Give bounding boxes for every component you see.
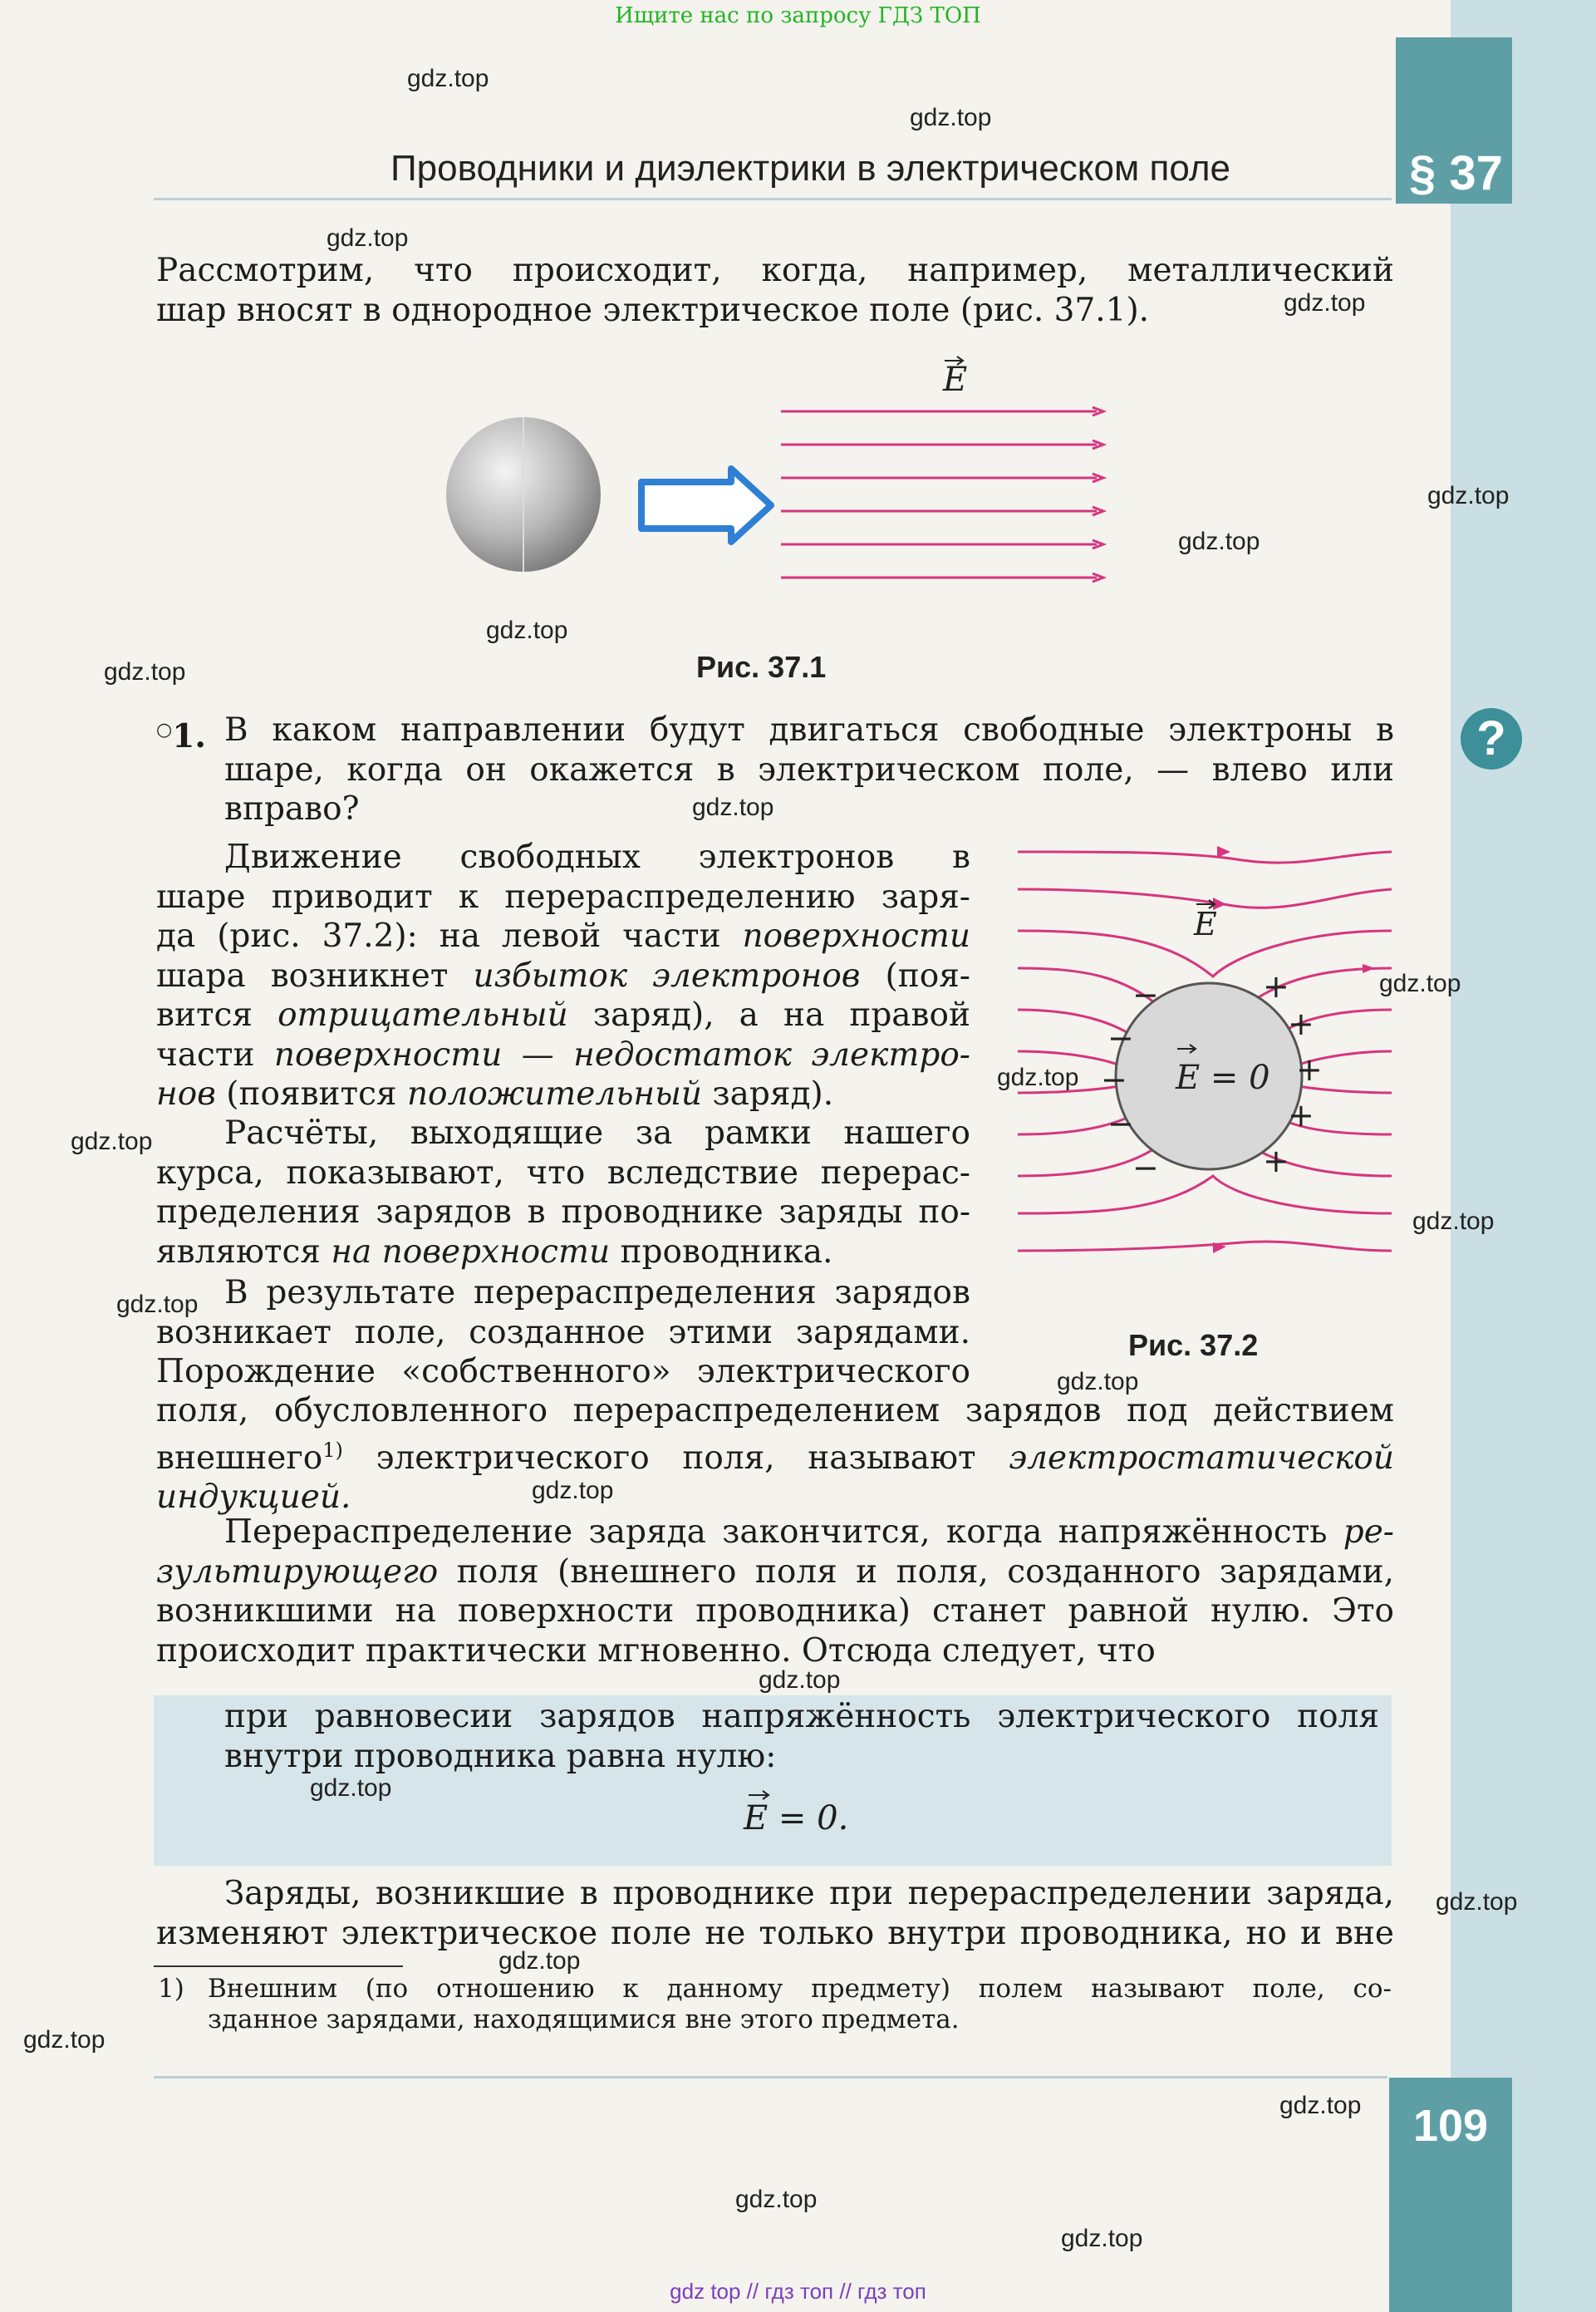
text-line: внутри проводника равна нулю: [224,1737,777,1775]
positive-charge: + [1288,1006,1314,1042]
watermark[interactable]: gdz.top [1436,1888,1518,1916]
text-line [156,917,970,957]
negative-charge: − [1107,1020,1134,1056]
watermark[interactable]: gdz.top [1427,482,1510,509]
figure-37-2 [985,831,1400,1280]
text-line: Рассмотрим, что происходит, когда, например, металлический [156,252,1394,289]
emphasis: отрицательный [277,996,568,1034]
question-level-mark: ○ [156,720,173,740]
text-line: шаре приводит к перераспределению заря- [156,878,970,916]
watermark[interactable]: gdz.top [116,1291,199,1318]
question-icon[interactable]: ? [1461,708,1522,770]
text-line [156,1075,970,1114]
watermark[interactable]: gdz.top [498,1947,581,1975]
text-line [156,1478,1394,1518]
question-number: 1. [172,717,206,755]
text-run: вится [156,996,278,1034]
text-line: происходит практически мгновенно. Отсюда следует, что [156,1631,1156,1670]
text-line: В каком направлении будут двигаться свободные электроны в [224,711,1394,749]
text-run: шара возникнет [156,957,474,995]
field-vector-label [1193,900,1217,942]
figure-37-2-caption: Рис. 37.2 [1128,1328,1259,1362]
text-line: поля, обусловленного перераспределением зарядов под действием [156,1392,1394,1429]
text-run: проводника. [610,1232,833,1271]
arrowhead [1363,964,1375,973]
watermark[interactable]: gdz.top [1057,1368,1139,1395]
right-margin-strip [1451,0,1596,2312]
formula-e-zero [744,1799,848,1837]
field-line [1018,852,1392,863]
figure-37-1-caption: Рис. 37.1 [696,650,827,684]
intro-paragraph [156,251,1394,330]
text-line: шар вносят в однородное электрическое поле (рис. 37.1). [156,291,1150,329]
closing-paragraph [156,1874,1394,1953]
footnote-divider [154,1965,403,1967]
emphasis: поверхности — недостаток электро- [273,1035,970,1074]
arrowhead [1217,846,1230,858]
text-run: части [156,1035,274,1074]
footnote-ref[interactable]: 1) [322,1438,343,1462]
watermark[interactable]: gdz.top [327,224,409,252]
watermark[interactable]: gdz.top [104,658,186,686]
watermark[interactable]: gdz.top [71,1128,153,1155]
positive-charge: + [1263,1143,1289,1179]
text-line [156,957,970,996]
emphasis: ре- [1343,1513,1394,1551]
text-run: заряд). [702,1075,834,1113]
page-header-title: Проводники и диэлектрики в электрическом поле [390,148,1230,189]
text-run: поля (внешнего поля и поля, созданного зарядами, [438,1552,1394,1591]
text-line [156,996,970,1035]
bottom-links[interactable]: gdz top // гдз топ // гдз топ [670,2279,926,2304]
negative-charge: − [1107,1105,1134,1142]
negative-charge: − [1132,976,1159,1013]
emphasis: на поверхности [331,1232,611,1271]
field-label-e: E [943,361,968,399]
text-line: Порождение «собственного» электрического [156,1353,970,1390]
field-line [1018,1176,1392,1213]
emphasis: избыток электронов [473,957,861,995]
text-run: электрического поля, называют [342,1439,1009,1477]
redistribution-paragraph [156,1513,1394,1670]
watermark[interactable]: gdz.top [407,65,489,92]
text-line [156,1035,970,1075]
negative-charge: − [1132,1149,1159,1186]
text-line: вправо? [224,790,360,828]
uniform-field-lines [781,407,1103,582]
field-line [1018,1242,1392,1251]
watermark[interactable]: gdz.top [1061,2225,1143,2252]
key-statement [224,1697,1379,1776]
emphasis: нов [156,1075,216,1113]
text-run: Перераспределение заряда закончится, когда напряжённость [224,1513,1343,1551]
top-banner[interactable]: Ищите нас по запросу ГДЗ ТОП [615,3,981,28]
emphasis: индукцией. [156,1478,351,1516]
text-line: Расчёты, выходящие за рамки нашего [224,1114,970,1152]
emphasis: электростатической [1009,1439,1394,1477]
text-line: зданное зарядами, находящимися вне этого предмета. [208,2005,960,2034]
text-line: курса, показывают, что вследствие перерас- [156,1154,970,1192]
text-line: пределения зарядов в проводнике заряды по- [156,1193,970,1231]
text-line: В результате перераспределения зарядов [224,1274,970,1311]
e-zero-label: E = 0 [1176,1059,1270,1097]
emphasis: поверхности [742,917,970,955]
text-run: являются [156,1232,331,1271]
negative-charge: − [1101,1061,1127,1098]
question-text [224,711,1394,829]
text-run: заряд), а на правой [567,996,970,1034]
page-number: 109 [1412,2101,1489,2151]
text-line [156,1232,970,1272]
text-line: Заряды, возникшие в проводнике при перераспределении заряда, [224,1875,1394,1912]
positive-charge: + [1263,968,1289,1005]
header-divider [154,198,1392,200]
watermark[interactable]: gdz.top [910,104,992,131]
text-run: (поя- [860,957,970,995]
text-line [156,1431,1394,1478]
formula-text: E = 0. [744,1799,849,1837]
text-line: шаре, когда он окажется в электрическом поле, — влево или [224,750,1394,789]
watermark[interactable]: gdz.top [1284,289,1366,317]
figure-37-1 [432,349,1113,623]
watermark[interactable]: gdz.top [1178,528,1260,555]
text-line [156,1552,1394,1592]
answer-paragraph [156,838,970,1114]
watermark[interactable]: gdz.top [1379,970,1461,997]
watermark[interactable]: gdz.top [486,617,568,644]
result-paragraph-narrow [156,1273,970,1392]
watermark[interactable]: gdz.top [23,2026,106,2054]
positive-charge: + [1296,1051,1323,1088]
footnote-text [208,1974,1392,2035]
footer-divider [154,2076,1387,2078]
text-line: возникает поле, созданное этими зарядами. [156,1313,970,1351]
text-run: (появится [215,1075,407,1113]
text-line: возникшими на поверхности проводника) станет равной нулю. Это [156,1592,1394,1630]
emphasis: положительный [406,1075,702,1113]
watermark[interactable]: gdz.top [759,1666,841,1694]
section-number: § 37 [1409,146,1503,200]
positive-charge: + [1288,1097,1314,1134]
field-label-e: E [1194,906,1217,942]
question-marker [156,711,206,757]
text-run: да (рис. 37.2): на левой части [156,917,743,955]
text-line [156,1513,1394,1552]
watermark[interactable]: gdz.top [1279,2092,1362,2119]
vector-arrow [747,1789,772,1801]
emphasis: зультирующего [156,1552,439,1591]
watermark[interactable]: gdz.top [310,1774,392,1802]
watermark[interactable]: gdz.top [1412,1208,1495,1235]
motion-arrow [641,469,771,542]
text-line: Движение свободных электронов в [224,839,970,876]
text-run: внешнего [156,1439,323,1477]
watermark[interactable]: gdz.top [997,1064,1079,1091]
calc-paragraph [156,1114,970,1272]
watermark[interactable]: gdz.top [735,2186,818,2213]
field-vector-label [942,357,967,399]
text-line: Внешним (по отношению к данному предмету) полем называют поле, со- [208,1974,1392,2004]
text-line: при равновесии зарядов напряжённость электрического поля [224,1698,1379,1735]
watermark[interactable]: gdz.top [532,1477,614,1504]
result-paragraph-wide [156,1391,1394,1518]
watermark[interactable]: gdz.top [692,794,774,821]
text-line: изменяют электрическое поле не только внутри проводника, но и вне [156,1914,1394,1952]
footnote-mark: 1) [158,1974,184,2004]
